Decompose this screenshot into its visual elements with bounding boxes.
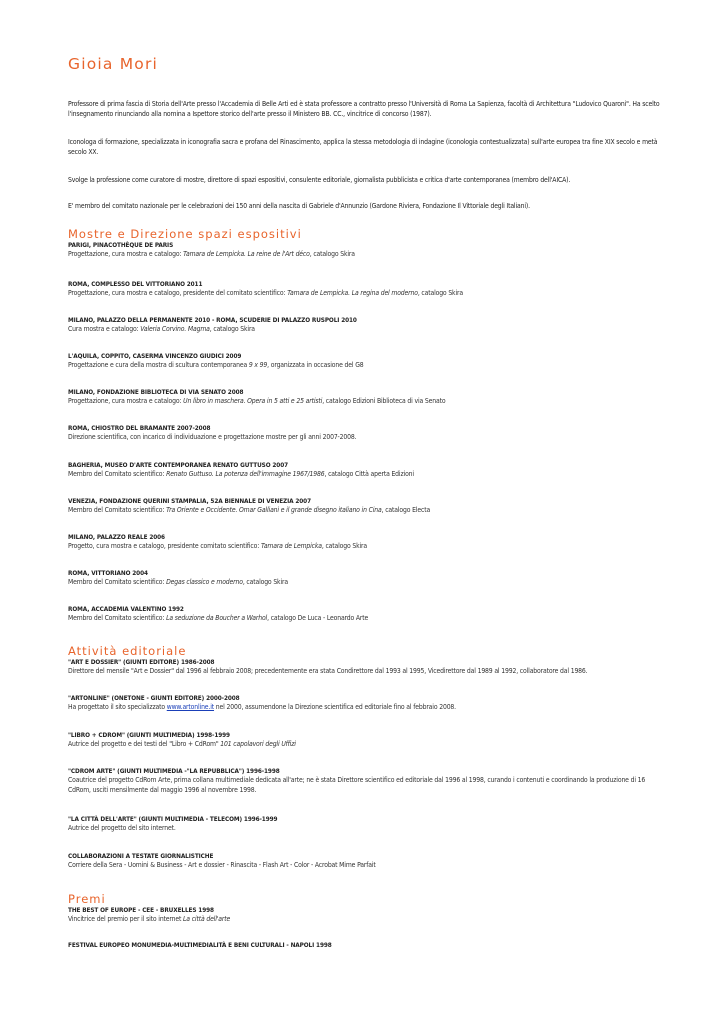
entry-description: Membro del Comitato scientifico: Tra Oriente e Occidente. Omar Galliani e il grande disegno italiano in Cina, catalogo Electa <box>68 506 431 514</box>
entry-heading: BAGHERIA, MUSEO D'ARTE CONTEMPORANEA RENATO GUTTUSO 2007 <box>68 461 288 469</box>
mostre-entry <box>68 569 660 588</box>
entry-heading: MILANO, FONDAZIONE BIBLIOTECA DI VIA SENATO 2008 <box>68 388 244 396</box>
page-title: Gioia Mori <box>68 55 159 73</box>
entry-heading: ROMA, VITTORIANO 2004 <box>68 569 148 577</box>
entry-description: Membro del Comitato scientifico: Renato Guttuso. La potenza dell'immagine 1967/1986, catalogo Città aperta Edizioni <box>68 470 414 478</box>
mostre-entry <box>68 497 660 516</box>
entry-description: Direzione scientifica, con incarico di individuazione e progettazione mostre per gli anni 2007-2008. <box>68 433 357 441</box>
entry-description: Membro del Comitato scientifico: La seduzione da Boucher a Warhol, catalogo De Luca - Leonardo Arte <box>68 614 369 622</box>
intro-paragraph: Iconologa di formazione, specializzata in iconografia sacra e profana del Rinascimento, applica la stessa metodologia di indagine (iconologia contestualizzata) sull'arte europea tra fine XIX secolo e metà secolo XX. <box>68 138 658 157</box>
entry-heading: MILANO, PALAZZO REALE 2006 <box>68 533 165 541</box>
editoriale-entry <box>68 767 660 795</box>
premi-entry <box>68 941 660 950</box>
entry-heading: FESTIVAL EUROPEO MONUMEDIA-MULTIMEDIALITÀ E BENI CULTURALI - NAPOLI 1998 <box>68 941 332 949</box>
artonline-link[interactable]: www.artonline.it <box>166 703 215 711</box>
entry-heading: ROMA, ACCADEMIA VALENTINO 1992 <box>68 605 184 613</box>
entry-description: Progettazione e cura della mostra di scultura contemporanea 9 x 99, organizzata in occasione del G8 <box>68 361 364 369</box>
editoriale-entry <box>68 815 660 834</box>
section-title-editoriale: Attività editoriale <box>68 644 187 658</box>
entry-description: Progettazione, cura mostra e catalogo: Tamara de Lempicka. La reine de l'Art déco, catalogo Skira <box>68 250 355 258</box>
entry-description: Ha progettato il sito specializzato www.artonline.it nel 2000, assumendone la Direzione scientifica ed editoriale fino al febbraio 2008. <box>68 703 456 711</box>
entry-heading: THE BEST OF EUROPE - CEE - BRUXELLES 1998 <box>68 906 214 914</box>
entry-heading: "LA CITTÀ DELL'ARTE" (GIUNTI MULTIMEDIA - TELECOM) 1996-1999 <box>68 815 278 823</box>
mostre-entry <box>68 241 660 260</box>
entry-description: Autrice del progetto e dei testi del "Libro + CdRom" 101 capolavori degli Uffizi <box>68 740 296 748</box>
editoriale-entry <box>68 852 660 871</box>
mostre-entry <box>68 605 660 624</box>
mostre-entry <box>68 280 660 299</box>
mostre-entry <box>68 424 660 443</box>
section-title-premi: Premi <box>68 892 106 906</box>
entry-heading: ROMA, COMPLESSO DEL VITTORIANO 2011 <box>68 280 203 288</box>
entry-heading: PARIGI, PINACOTHÈQUE DE PARIS <box>68 241 174 249</box>
entry-description: Autrice del progetto del sito internet. <box>68 824 176 832</box>
editoriale-entry <box>68 658 660 677</box>
entry-heading: VENEZIA, FONDAZIONE QUERINI STAMPALIA, 52A BIENNALE DI VENEZIA 2007 <box>68 497 311 505</box>
editoriale-entry <box>68 694 660 713</box>
mostre-entry <box>68 388 660 407</box>
editoriale-entry <box>68 731 660 750</box>
entry-description: Progetto, cura mostra e catalogo, presidente comitato scientifico: Tamara de Lempicka, catalogo Skira <box>68 542 367 550</box>
intro-paragraph: Svolge la professione come curatore di mostre, direttore di spazi espositivi, consulente editoriale, giornalista pubblicista e critica d'arte contemporanea (membro dell'AICA). <box>68 176 571 184</box>
entry-heading: "ART E DOSSIER" (GIUNTI EDITORE) 1986-2008 <box>68 658 215 666</box>
intro-paragraph: Professore di prima fascia di Storia dell'Arte presso l'Accademia di Belle Arti ed è stata professore a contratto presso l'Università di Roma La Sapienza, facoltà di Architettura "Ludovico Quaroni". Ha scelto l'insegnamento rinunciando alla nomina a Ispettore storico dell'arte presso il Ministero BB. CC., vincitrice di concorso (1987). <box>68 100 660 119</box>
entry-description: Direttore del mensile "Art e Dossier" dal 1996 al febbraio 2008; precedentemente era stata Condirettore dal 1993 al 1995, Vicedirettore dal 1989 al 1992, collaboratore dal 1986. <box>68 667 588 675</box>
entry-heading: "ARTONLINE" (ONETONE - GIUNTI EDITORE) 2000-2008 <box>68 694 240 702</box>
entry-heading: "LIBRO + CDROM" (GIUNTI MULTIMEDIA) 1998-1999 <box>68 731 230 739</box>
entry-heading: MILANO, PALAZZO DELLA PERMANENTE 2010 - ROMA, SCUDERIE DI PALAZZO RUSPOLI 2010 <box>68 316 357 324</box>
entry-heading: "CDROM ARTE" (GIUNTI MULTIMEDIA -"LA REPUBBLICA") 1996-1998 <box>68 767 280 775</box>
intro-paragraph: E' membro del comitato nazionale per le celebrazioni dei 150 anni della nascita di Gabriele d'Annunzio (Gardone Riviera, Fondazione Il Vittoriale degli Italiani). <box>68 202 530 210</box>
entry-heading: COLLABORAZIONI A TESTATE GIORNALISTICHE <box>68 852 214 860</box>
mostre-entry <box>68 533 660 552</box>
entry-description: Cura mostra e catalogo: Valeria Corvino. Magma, catalogo Skira <box>68 325 255 333</box>
entry-description: Corriere della Sera - Uomini & Business - Art e dossier - Rinascita - Flash Art - Color - Acrobat Mime Parfait <box>68 861 376 869</box>
mostre-entry <box>68 316 660 335</box>
premi-entry <box>68 906 660 925</box>
mostre-entry <box>68 352 660 371</box>
entry-description: Coautrice del progetto CdRom Arte, prima collana multimediale dedicata all'arte; ne è stata Direttore scientifico ed editoriale dal 1996 al 1998, curando i contenuti e coordinando la produzione di 16 CdRom, usciti mensilmente dal maggio 1996 al novembre 1998. <box>68 776 646 794</box>
entry-description: Vincitrice del premio per il sito internet La città dell'arte <box>68 915 231 923</box>
entry-description: Membro del Comitato scientifico: Degas classico e moderno, catalogo Skira <box>68 578 288 586</box>
mostre-entry <box>68 461 660 480</box>
entry-heading: ROMA, CHIOSTRO DEL BRAMANTE 2007-2008 <box>68 424 211 432</box>
section-title-mostre: Mostre e Direzione spazi espositivi <box>68 227 302 241</box>
entry-description: Progettazione, cura mostra e catalogo: Un libro in maschera. Opera in 5 atti e 25 artisti, catalogo Edizioni Biblioteca di via Senato <box>68 397 446 405</box>
entry-heading: L'AQUILA, COPPITO, CASERMA VINCENZO GIUDICI 2009 <box>68 352 242 360</box>
entry-description: Progettazione, cura mostra e catalogo, presidente del comitato scientifico: Tamara de Lempicka. La regina del moderno, catalogo Skira <box>68 289 463 297</box>
